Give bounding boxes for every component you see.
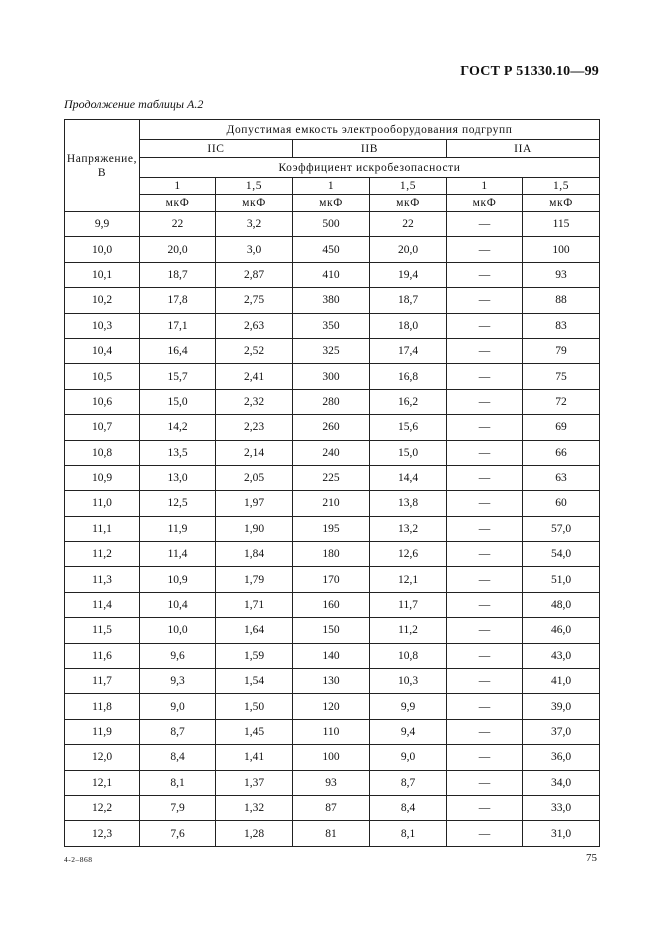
capacitance-cell: 66 bbox=[523, 440, 600, 465]
capacitance-cell: 8,7 bbox=[140, 719, 216, 744]
capacitance-cell: 2,75 bbox=[216, 288, 293, 313]
capacitance-cell: 57,0 bbox=[523, 516, 600, 541]
capacitance-cell: 180 bbox=[293, 542, 370, 567]
capacitance-cell: 1,32 bbox=[216, 795, 293, 820]
coef-cell: 1 bbox=[140, 178, 216, 195]
capacitance-cell: 325 bbox=[293, 338, 370, 363]
voltage-cell: 11,8 bbox=[65, 694, 140, 719]
coef-cell: 1,5 bbox=[523, 178, 600, 195]
capacitance-cell: — bbox=[447, 643, 523, 668]
capacitance-cell: 1,79 bbox=[216, 567, 293, 592]
capacitance-cell: 13,5 bbox=[140, 440, 216, 465]
capacitance-cell: — bbox=[447, 821, 523, 846]
capacitance-cell: 2,05 bbox=[216, 465, 293, 490]
table-row bbox=[65, 440, 600, 465]
capacitance-cell: 34,0 bbox=[523, 770, 600, 795]
table-row bbox=[65, 542, 600, 567]
voltage-cell: 11,3 bbox=[65, 567, 140, 592]
coef-cell: 1 bbox=[447, 178, 523, 195]
capacitance-cell: 10,0 bbox=[140, 618, 216, 643]
table-row bbox=[65, 338, 600, 363]
table-row bbox=[65, 643, 600, 668]
capacitance-cell: 7,6 bbox=[140, 821, 216, 846]
coef-cell: 1 bbox=[293, 178, 370, 195]
capacitance-cell: 14,4 bbox=[370, 465, 447, 490]
capacitance-cell: 2,14 bbox=[216, 440, 293, 465]
capacitance-cell: — bbox=[447, 795, 523, 820]
capacitance-cell: 11,9 bbox=[140, 516, 216, 541]
capacitance-cell: 8,1 bbox=[370, 821, 447, 846]
capacitance-cell: 115 bbox=[523, 212, 600, 237]
capacitance-cell: 2,32 bbox=[216, 389, 293, 414]
capacitance-cell: — bbox=[447, 288, 523, 313]
voltage-cell: 11,2 bbox=[65, 542, 140, 567]
voltage-cell: 9,9 bbox=[65, 212, 140, 237]
table-row bbox=[65, 516, 600, 541]
capacitance-cell: 79 bbox=[523, 338, 600, 363]
capacitance-cell: 130 bbox=[293, 669, 370, 694]
capacitance-cell: 16,2 bbox=[370, 389, 447, 414]
capacitance-cell: 9,0 bbox=[140, 694, 216, 719]
capacitance-cell: 15,0 bbox=[370, 440, 447, 465]
voltage-cell: 11,4 bbox=[65, 592, 140, 617]
table-row bbox=[65, 491, 600, 516]
capacitance-cell: 13,8 bbox=[370, 491, 447, 516]
group-header-iic: IIC bbox=[140, 140, 293, 158]
capacitance-cell: 2,23 bbox=[216, 415, 293, 440]
document-code: ГОСТ Р 51330.10—99 bbox=[460, 64, 599, 79]
capacitance-cell: 17,8 bbox=[140, 288, 216, 313]
capacitance-cell: — bbox=[447, 237, 523, 262]
capacitance-cell: — bbox=[447, 415, 523, 440]
capacitance-cell: 22 bbox=[140, 212, 216, 237]
capacitance-cell: 8,4 bbox=[140, 745, 216, 770]
capacitance-cell: 15,0 bbox=[140, 389, 216, 414]
capacitance-cell: 12,1 bbox=[370, 567, 447, 592]
table-row bbox=[65, 415, 600, 440]
capacitance-cell: 10,4 bbox=[140, 592, 216, 617]
capacitance-cell: — bbox=[447, 669, 523, 694]
capacitance-cell: 1,64 bbox=[216, 618, 293, 643]
capacitance-cell: 36,0 bbox=[523, 745, 600, 770]
capacitance-cell: 1,37 bbox=[216, 770, 293, 795]
voltage-cell: 10,3 bbox=[65, 313, 140, 338]
table-row bbox=[65, 313, 600, 338]
capacitance-cell: 1,97 bbox=[216, 491, 293, 516]
coef-cell: 1,5 bbox=[370, 178, 447, 195]
capacitance-cell: 1,84 bbox=[216, 542, 293, 567]
capacitance-cell: 1,45 bbox=[216, 719, 293, 744]
table-row bbox=[65, 669, 600, 694]
capacitance-cell: — bbox=[447, 592, 523, 617]
table-row bbox=[65, 618, 600, 643]
capacitance-cell: — bbox=[447, 313, 523, 338]
group-header-iia: IIA bbox=[447, 140, 600, 158]
capacitance-cell: 3,2 bbox=[216, 212, 293, 237]
capacitance-cell: 150 bbox=[293, 618, 370, 643]
voltage-cell: 10,2 bbox=[65, 288, 140, 313]
capacitance-cell: 14,2 bbox=[140, 415, 216, 440]
capacitance-cell: 110 bbox=[293, 719, 370, 744]
voltage-cell: 10,6 bbox=[65, 389, 140, 414]
capacitance-cell: — bbox=[447, 567, 523, 592]
capacitance-cell: 2,87 bbox=[216, 262, 293, 287]
capacitance-cell: 2,41 bbox=[216, 364, 293, 389]
voltage-cell: 12,0 bbox=[65, 745, 140, 770]
capacitance-cell: 1,71 bbox=[216, 592, 293, 617]
table-row bbox=[65, 745, 600, 770]
capacitance-cell: 100 bbox=[293, 745, 370, 770]
capacitance-cell: 39,0 bbox=[523, 694, 600, 719]
capacitance-cell: 1,59 bbox=[216, 643, 293, 668]
capacitance-cell: 10,3 bbox=[370, 669, 447, 694]
capacitance-cell: 380 bbox=[293, 288, 370, 313]
capacitance-cell: 18,7 bbox=[140, 262, 216, 287]
capacitance-cell: 63 bbox=[523, 465, 600, 490]
capacitance-cell: 140 bbox=[293, 643, 370, 668]
capacitance-cell: 33,0 bbox=[523, 795, 600, 820]
capacitance-cell: 100 bbox=[523, 237, 600, 262]
table-row bbox=[65, 821, 600, 846]
capacitance-cell: — bbox=[447, 212, 523, 237]
table-row bbox=[65, 212, 600, 237]
capacitance-cell: 12,6 bbox=[370, 542, 447, 567]
table-row bbox=[65, 795, 600, 820]
capacitance-cell: 11,7 bbox=[370, 592, 447, 617]
voltage-header-line2: В bbox=[97, 166, 107, 179]
capacitance-cell: 69 bbox=[523, 415, 600, 440]
capacitance-cell: — bbox=[447, 465, 523, 490]
capacitance-cell: 9,9 bbox=[370, 694, 447, 719]
group-header-iib: IIB bbox=[293, 140, 447, 158]
voltage-cell: 12,1 bbox=[65, 770, 140, 795]
capacitance-cell: 12,5 bbox=[140, 491, 216, 516]
voltage-cell: 10,7 bbox=[65, 415, 140, 440]
capacitance-cell: 120 bbox=[293, 694, 370, 719]
table-row bbox=[65, 719, 600, 744]
unit-cell: мкФ bbox=[140, 195, 216, 212]
capacitance-cell: 16,8 bbox=[370, 364, 447, 389]
voltage-cell: 12,3 bbox=[65, 821, 140, 846]
capacitance-cell: 225 bbox=[293, 465, 370, 490]
capacitance-cell: 17,1 bbox=[140, 313, 216, 338]
voltage-cell: 11,5 bbox=[65, 618, 140, 643]
capacitance-cell: 11,2 bbox=[370, 618, 447, 643]
table-row bbox=[65, 262, 600, 287]
capacitance-cell: — bbox=[447, 694, 523, 719]
capacitance-cell: 72 bbox=[523, 389, 600, 414]
table-caption: Продолжение таблицы А.2 bbox=[64, 97, 204, 111]
capacitance-cell: — bbox=[447, 262, 523, 287]
voltage-cell: 10,0 bbox=[65, 237, 140, 262]
capacitance-cell: 93 bbox=[293, 770, 370, 795]
capacitance-cell: — bbox=[447, 364, 523, 389]
capacitance-cell: 60 bbox=[523, 491, 600, 516]
capacitance-cell: 1,41 bbox=[216, 745, 293, 770]
capacitance-cell: 9,0 bbox=[370, 745, 447, 770]
capacitance-cell: — bbox=[447, 770, 523, 795]
table-row bbox=[65, 694, 600, 719]
capacitance-cell: 15,6 bbox=[370, 415, 447, 440]
capacitance-cell: 240 bbox=[293, 440, 370, 465]
capacitance-cell: 83 bbox=[523, 313, 600, 338]
voltage-cell: 10,5 bbox=[65, 364, 140, 389]
capacitance-cell: 13,0 bbox=[140, 465, 216, 490]
capacitance-cell: 7,9 bbox=[140, 795, 216, 820]
capacitance-cell: 37,0 bbox=[523, 719, 600, 744]
capacitance-cell: 18,7 bbox=[370, 288, 447, 313]
capacitance-cell: 46,0 bbox=[523, 618, 600, 643]
voltage-cell: 11,6 bbox=[65, 643, 140, 668]
capacitance-cell: 87 bbox=[293, 795, 370, 820]
unit-cell: мкФ bbox=[447, 195, 523, 212]
safety-coefficient-header: Коэффициент искробезопасности bbox=[140, 158, 600, 178]
capacitance-cell: 210 bbox=[293, 491, 370, 516]
capacitance-cell: 9,3 bbox=[140, 669, 216, 694]
capacitance-cell: — bbox=[447, 745, 523, 770]
capacitance-cell: 9,4 bbox=[370, 719, 447, 744]
voltage-cell: 10,9 bbox=[65, 465, 140, 490]
capacitance-cell: 260 bbox=[293, 415, 370, 440]
capacitance-cell: 1,54 bbox=[216, 669, 293, 694]
voltage-cell: 11,1 bbox=[65, 516, 140, 541]
capacitance-cell: — bbox=[447, 389, 523, 414]
capacitance-cell: 2,63 bbox=[216, 313, 293, 338]
capacitance-cell: 15,7 bbox=[140, 364, 216, 389]
capacitance-cell: 280 bbox=[293, 389, 370, 414]
capacitance-cell: 500 bbox=[293, 212, 370, 237]
capacitance-cell: 1,50 bbox=[216, 694, 293, 719]
capacitance-cell: 75 bbox=[523, 364, 600, 389]
voltage-cell: 10,1 bbox=[65, 262, 140, 287]
capacitance-cell: 410 bbox=[293, 262, 370, 287]
capacitance-cell: — bbox=[447, 338, 523, 363]
capacitance-header: Допустимая емкость электрооборудования подгрупп bbox=[140, 120, 600, 140]
table-row bbox=[65, 465, 600, 490]
capacitance-cell: 16,4 bbox=[140, 338, 216, 363]
capacitance-cell: — bbox=[447, 542, 523, 567]
page-number: 75 bbox=[586, 852, 597, 864]
capacitance-cell: 54,0 bbox=[523, 542, 600, 567]
capacitance-cell: 13,2 bbox=[370, 516, 447, 541]
table-row bbox=[65, 288, 600, 313]
capacitance-table bbox=[64, 119, 600, 847]
table-row bbox=[65, 770, 600, 795]
capacitance-cell: — bbox=[447, 618, 523, 643]
unit-cell: мкФ bbox=[523, 195, 600, 212]
capacitance-cell: 9,6 bbox=[140, 643, 216, 668]
capacitance-cell: 10,9 bbox=[140, 567, 216, 592]
capacitance-cell: 3,0 bbox=[216, 237, 293, 262]
unit-cell: мкФ bbox=[216, 195, 293, 212]
capacitance-cell: 88 bbox=[523, 288, 600, 313]
capacitance-cell: 93 bbox=[523, 262, 600, 287]
capacitance-cell: 1,28 bbox=[216, 821, 293, 846]
table-row bbox=[65, 592, 600, 617]
voltage-cell: 10,4 bbox=[65, 338, 140, 363]
capacitance-cell: 1,90 bbox=[216, 516, 293, 541]
print-code: 4-2–868 bbox=[64, 855, 93, 864]
capacitance-cell: 41,0 bbox=[523, 669, 600, 694]
capacitance-cell: 20,0 bbox=[370, 237, 447, 262]
capacitance-cell: 17,4 bbox=[370, 338, 447, 363]
capacitance-cell: 195 bbox=[293, 516, 370, 541]
capacitance-cell: 8,7 bbox=[370, 770, 447, 795]
capacitance-cell: 11,4 bbox=[140, 542, 216, 567]
unit-cell: мкФ bbox=[370, 195, 447, 212]
unit-cell: мкФ bbox=[293, 195, 370, 212]
capacitance-cell: 51,0 bbox=[523, 567, 600, 592]
voltage-cell: 11,9 bbox=[65, 719, 140, 744]
capacitance-cell: 350 bbox=[293, 313, 370, 338]
capacitance-cell: 31,0 bbox=[523, 821, 600, 846]
table-row bbox=[65, 567, 600, 592]
voltage-header bbox=[65, 120, 140, 212]
table-row bbox=[65, 364, 600, 389]
capacitance-cell: — bbox=[447, 440, 523, 465]
capacitance-cell: 2,52 bbox=[216, 338, 293, 363]
voltage-cell: 11,0 bbox=[65, 491, 140, 516]
capacitance-cell: 10,8 bbox=[370, 643, 447, 668]
capacitance-cell: 19,4 bbox=[370, 262, 447, 287]
capacitance-cell: 81 bbox=[293, 821, 370, 846]
table-body bbox=[65, 212, 600, 847]
capacitance-cell: 22 bbox=[370, 212, 447, 237]
capacitance-cell: — bbox=[447, 719, 523, 744]
voltage-cell: 12,2 bbox=[65, 795, 140, 820]
capacitance-cell: 170 bbox=[293, 567, 370, 592]
capacitance-cell: — bbox=[447, 516, 523, 541]
capacitance-cell: 20,0 bbox=[140, 237, 216, 262]
capacitance-cell: 18,0 bbox=[370, 313, 447, 338]
coef-cell: 1,5 bbox=[216, 178, 293, 195]
capacitance-cell: — bbox=[447, 491, 523, 516]
capacitance-cell: 8,4 bbox=[370, 795, 447, 820]
capacitance-cell: 8,1 bbox=[140, 770, 216, 795]
capacitance-cell: 300 bbox=[293, 364, 370, 389]
voltage-cell: 11,7 bbox=[65, 669, 140, 694]
capacitance-cell: 160 bbox=[293, 592, 370, 617]
voltage-cell: 10,8 bbox=[65, 440, 140, 465]
table-row bbox=[65, 389, 600, 414]
capacitance-cell: 48,0 bbox=[523, 592, 600, 617]
capacitance-cell: 450 bbox=[293, 237, 370, 262]
table-row bbox=[65, 237, 600, 262]
voltage-header-line1: Напряжение, bbox=[66, 152, 138, 165]
capacitance-cell: 43,0 bbox=[523, 643, 600, 668]
